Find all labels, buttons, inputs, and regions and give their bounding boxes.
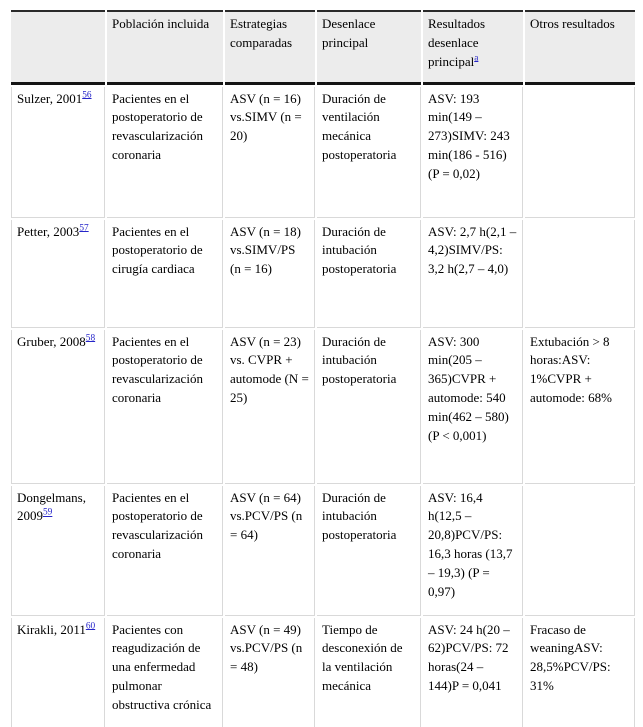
outcome-cell: Duración de intubación postoperatoria <box>317 220 421 328</box>
citation-link[interactable]: 56 <box>82 90 92 101</box>
results-cell: ASV: 300 min(205 – 365)CVPR + automode: 540 min(462 – 580)(P < 0,001) <box>423 330 523 484</box>
strategies-cell: ASV (n = 18) vs.SIMV/PS (n = 16) <box>225 220 315 328</box>
population-cell: Pacientes en el postoperatorio de revascularización coronaria <box>107 486 223 616</box>
population-cell: Pacientes en el postoperatorio de revascularización coronaria <box>107 330 223 484</box>
footnote-a-link[interactable]: a <box>474 53 479 64</box>
outcome-cell: Duración de ventilación mecánica postoperatoria <box>317 87 421 218</box>
header-row <box>11 10 635 85</box>
citation-link[interactable]: 57 <box>79 223 89 234</box>
study-label: Gruber, 2008 <box>17 333 86 349</box>
study-label: Dongelmans, 2009 <box>17 489 86 524</box>
table-row <box>11 486 635 616</box>
results-cell: ASV: 2,7 h(2,1 – 4,2)SIMV/PS: 3,2 h(2,7 – 4,0) <box>423 220 523 328</box>
header-strategies: Estrategias comparadas <box>225 10 315 85</box>
header-population: Población incluida <box>107 10 223 85</box>
header-study <box>11 10 105 85</box>
header-other-results: Otros resultados <box>525 10 635 85</box>
results-cell: ASV: 16,4 h(12,5 – 20,8)PCV/PS: 16,3 horas (13,7 – 19,3) (P = 0,97) <box>423 486 523 616</box>
study-cell <box>11 330 105 484</box>
study-cell <box>11 618 105 727</box>
study-cell <box>11 486 105 616</box>
population-cell: Pacientes en el postoperatorio de revascularización coronaria <box>107 87 223 218</box>
citation-link[interactable]: 58 <box>85 333 96 344</box>
outcome-cell: Tiempo de desconexión de la ventilación mecánica <box>317 618 421 727</box>
other-results-cell: Fracaso de weaningASV: 28,5%PCV/PS: 31% <box>525 618 635 727</box>
strategies-cell: ASV (n = 23) vs. CVPR + automode (N = 25) <box>225 330 315 484</box>
header-outcome: Desenlace principal <box>317 10 421 85</box>
outcome-cell: Duración de intubación postoperatoria <box>317 486 421 616</box>
outcome-cell: Duración de intubación postoperatoria <box>317 330 421 484</box>
strategies-cell: ASV (n = 16) vs.SIMV (n = 20) <box>225 87 315 218</box>
citation-link[interactable]: 60 <box>85 621 96 632</box>
other-results-cell: Extubación > 8 horas:ASV: 1%CVPR + automode: 68% <box>525 330 635 484</box>
population-cell: Pacientes con reagudización de una enfermedad pulmonar obstructiva crónica <box>107 618 223 727</box>
table-row <box>11 87 635 218</box>
citation-link[interactable]: 59 <box>43 508 53 519</box>
asv-studies-table <box>9 8 637 727</box>
other-results-cell <box>525 220 635 328</box>
other-results-cell <box>525 486 635 616</box>
table-body <box>11 87 635 727</box>
header-results <box>423 10 523 85</box>
study-cell <box>11 87 105 218</box>
results-cell: ASV: 24 h(20 – 62)PCV/PS: 72 horas(24 – 144)P = 0,041 <box>423 618 523 727</box>
table-row <box>11 220 635 328</box>
other-results-cell <box>525 87 635 218</box>
table-row <box>11 618 635 727</box>
results-cell: ASV: 193 min(149 – 273)SIMV: 243 min(186 - 516)(P = 0,02) <box>423 87 523 218</box>
study-cell <box>11 220 105 328</box>
population-cell: Pacientes en el postoperatorio de cirugía cardiaca <box>107 220 223 328</box>
table-row <box>11 330 635 484</box>
table-header <box>11 10 635 85</box>
study-label: Sulzer, 2001 <box>17 90 83 106</box>
study-label: Kirakli, 2011 <box>17 621 86 637</box>
header-results-label: Resultados desenlace principal <box>428 16 486 69</box>
strategies-cell: ASV (n = 64) vs.PCV/PS (n = 64) <box>225 486 315 616</box>
study-label: Petter, 2003 <box>17 223 80 239</box>
strategies-cell: ASV (n = 49) vs.PCV/PS (n = 48) <box>225 618 315 727</box>
